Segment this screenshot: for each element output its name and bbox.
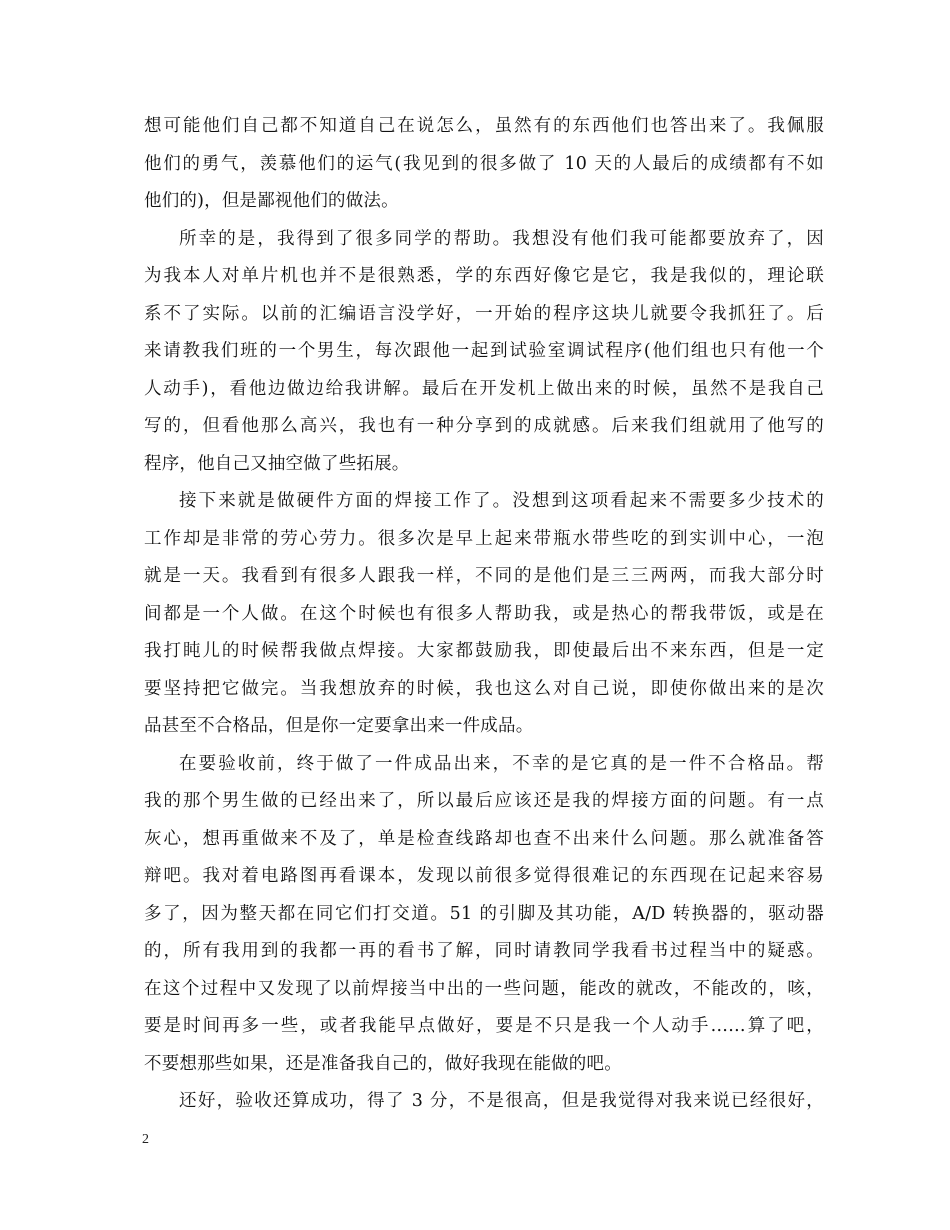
text-line: 辩吧。我对着电路图再看课本，发现以前很多觉得很难记的东西现在记起来容易 <box>144 866 824 886</box>
text-line: 要是时间再多一些，或者我能早点做好，要是不只是我一个人动手……算了吧， <box>144 1016 824 1036</box>
text-line: 想可能他们自己都不知道自己在说怎么，虽然有的东西他们也答出来了。我佩服 <box>144 116 824 136</box>
text-line: 品甚至不合格品，但是你一定要拿出来一件成品。 <box>144 716 534 736</box>
text-line: 为我本人对单片机也并不是很熟悉，学的东西好像它是它，我是我似的，理论联 <box>144 266 824 286</box>
text-line: 多了，因为整天都在同它们打交道。51 的引脚及其功能，A/D 转换器的，驱动器 <box>144 903 824 924</box>
text-line: 灰心，想再重做来不及了，单是检查线路却也查不出来什么问题。那么就准备答 <box>144 828 824 849</box>
text-line: 间都是一个人做。在这个时候也有很多人帮助我，或是热心的帮我带饭，或是在 <box>144 603 824 624</box>
text-line: 在要验收前，终于做了一件成品出来，不幸的是它真的是一件不合格品。帮 <box>179 753 824 774</box>
page-number: 2 <box>142 1132 149 1147</box>
text-line: 就是一天。我看到有很多人跟我一样，不同的是他们是三三两两，而我大部分时 <box>144 566 824 586</box>
text-line: 系不了实际。以前的汇编语言没学好，一开始的程序这块儿就要令我抓狂了。后 <box>144 303 824 324</box>
text-line: 来请教我们班的一个男生，每次跟他一起到试验室调试程序(他们组也只有他一个 <box>144 341 824 361</box>
text-line: 他们的)，但是鄙视他们的做法。 <box>144 191 399 211</box>
text-line: 还好，验收还算成功，得了 3 分，不是很高，但是我觉得对我来说已经很好， <box>179 1091 824 1111</box>
text-line: 要坚持把它做完。当我想放弃的时候，我也这么对自己说，即使你做出来的是次 <box>144 678 824 699</box>
text-line: 我的那个男生做的已经出来了，所以最后应该还是我的焊接方面的问题。有一点 <box>144 791 824 811</box>
text-line: 在这个过程中又发现了以前焊接当中出的一些问题，能改的就改，不能改的，咳， <box>144 978 824 999</box>
text-line: 人动手)，看他边做边给我讲解。最后在开发机上做出来的时候，虽然不是我自己 <box>144 378 824 399</box>
text-line: 的，所有我用到的我都一再的看书了解，同时请教同学我看书过程当中的疑惑。 <box>144 941 824 961</box>
text-line: 不要想那些如果，还是准备我自己的，做好我现在能做的吧。 <box>144 1053 622 1074</box>
text-line: 程序，他自己又抽空做了些拓展。 <box>144 453 410 474</box>
text-line: 他们的勇气，羡慕他们的运气(我见到的很多做了 10 天的人最后的成绩都有不如 <box>144 153 824 174</box>
text-line: 工作却是非常的劳心劳力。很多次是早上起来带瓶水带些吃的到实训中心，一泡 <box>144 528 824 549</box>
text-line: 接下来就是做硬件方面的焊接工作了。没想到这项看起来不需要多少技术的 <box>179 491 824 511</box>
paragraph-1 <box>144 108 824 221</box>
text-line: 写的，但看他那么高兴，我也有一种分享到的成就感。后来我们组就用了他写的 <box>144 416 824 436</box>
text-line: 所幸的是，我得到了很多同学的帮助。我想没有他们我可能都要放弃了，因 <box>179 228 824 249</box>
paragraph-5 <box>144 1083 824 1121</box>
paragraph-2 <box>144 221 824 484</box>
body-text <box>144 108 824 1121</box>
text-line: 我打盹儿的时候帮我做点焊接。大家都鼓励我，即使最后出不来东西，但是一定 <box>144 641 824 661</box>
paragraph-4 <box>144 746 824 1084</box>
paragraph-3 <box>144 483 824 746</box>
